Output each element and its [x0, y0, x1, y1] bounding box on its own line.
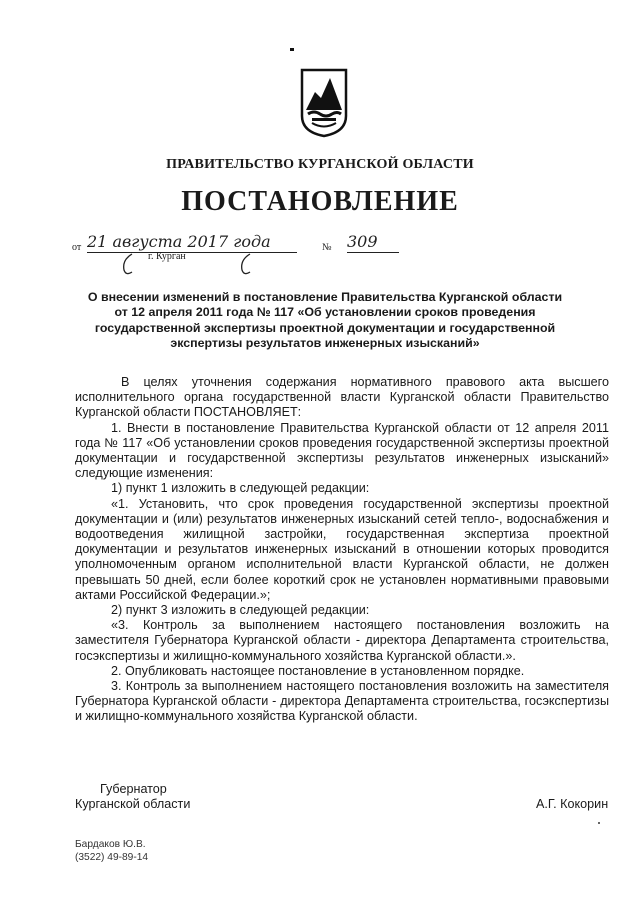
- item-1-subitem-1: 1) пункт 1 изложить в следующей редакции:: [111, 481, 370, 496]
- item-1-subitem-1-text: «1. Установить, что срок проведения государственной экспертизы проектной документации и (или) результатов инженерных изысканий сетей тепло-, водоснабжения и водоотведения жилищной застройки, государственная экспертиза проектной документации и результатов инженерных изысканий в отношении которых проводится уполномоченным органом исполнительной власти Курганской области, не должен превышать 50 дней, если более короткий срок не установлен нормативными правовыми актами Российской Федерации.»;: [75, 496, 609, 602]
- item-1: 1. Внести в постановление Правительства Курганской области от 12 апреля 2011 года № 117 «Об установлении сроков проведения государственной экспертизы проектной документации и государственной экспертизы результатов инженерных изысканий» следующие изменения:: [75, 420, 609, 481]
- city-label: г. Курган: [148, 251, 186, 262]
- signatory-title-line: Губернатор: [100, 782, 167, 796]
- scan-speck: [598, 822, 600, 824]
- signatory-title: [75, 782, 190, 812]
- signatory-name: А.Г. Кокорин: [536, 797, 609, 811]
- subject-line: от 12 апреля 2011 года № 117 «Об установлении сроков проведения: [114, 305, 536, 320]
- government-title: ПРАВИТЕЛЬСТВО КУРГАНСКОЙ ОБЛАСТИ: [166, 157, 474, 172]
- number-label: №: [322, 242, 332, 253]
- document-body: [75, 375, 609, 725]
- executor-name: Бардаков Ю.В.: [75, 839, 146, 850]
- subject-line: государственной экспертизы проектной документации и государственной: [94, 320, 556, 335]
- executor-phone: (3522) 49-89-14: [75, 852, 149, 863]
- signatory-title-line: Курганской области: [75, 797, 191, 812]
- executor-info: [75, 838, 148, 864]
- dot-mark: [290, 48, 294, 51]
- intro-paragraph: В целях уточнения содержания нормативного правового акта высшего исполнительного органа государственной власти Курганской области Правительство Курганской области ПОСТАНОВЛЯЕТ:: [75, 375, 609, 420]
- handwriting-stroke: [236, 252, 256, 276]
- subject-line: экспертизы результатов инженерных изысканий»: [170, 336, 480, 351]
- document-subject: [75, 290, 575, 352]
- item-2: 2. Опубликовать настоящее постановление в установленном порядке.: [111, 663, 525, 678]
- coat-of-arms-icon: [300, 66, 348, 138]
- item-1-subitem-2-text: «3. Контроль за выполнением настоящего постановления возложить на заместителя Губернатора Курганской области - директора Департамента строительства, госэкспертизы и жилищно-коммунального хозяйства Курганской области.».: [75, 618, 609, 663]
- handwritten-date: 21 августа 2017 года: [87, 232, 297, 253]
- date-prefix: от: [72, 242, 82, 253]
- document-type: ПОСТАНОВЛЕНИЕ: [181, 186, 459, 217]
- item-1-subitem-2: 2) пункт 3 изложить в следующей редакции:: [111, 603, 370, 618]
- handwriting-stroke: [118, 252, 138, 276]
- item-3: 3. Контроль за выполнением настоящего постановления возложить на заместителя Губернатора Курганской области - директора Департамента строительства, госэкспертизы и жилищно-коммунального хозяйства Курганской области.: [75, 679, 609, 724]
- handwritten-number: 309: [347, 232, 399, 253]
- subject-line: О внесении изменений в постановление Правительства Курганской области: [87, 290, 563, 304]
